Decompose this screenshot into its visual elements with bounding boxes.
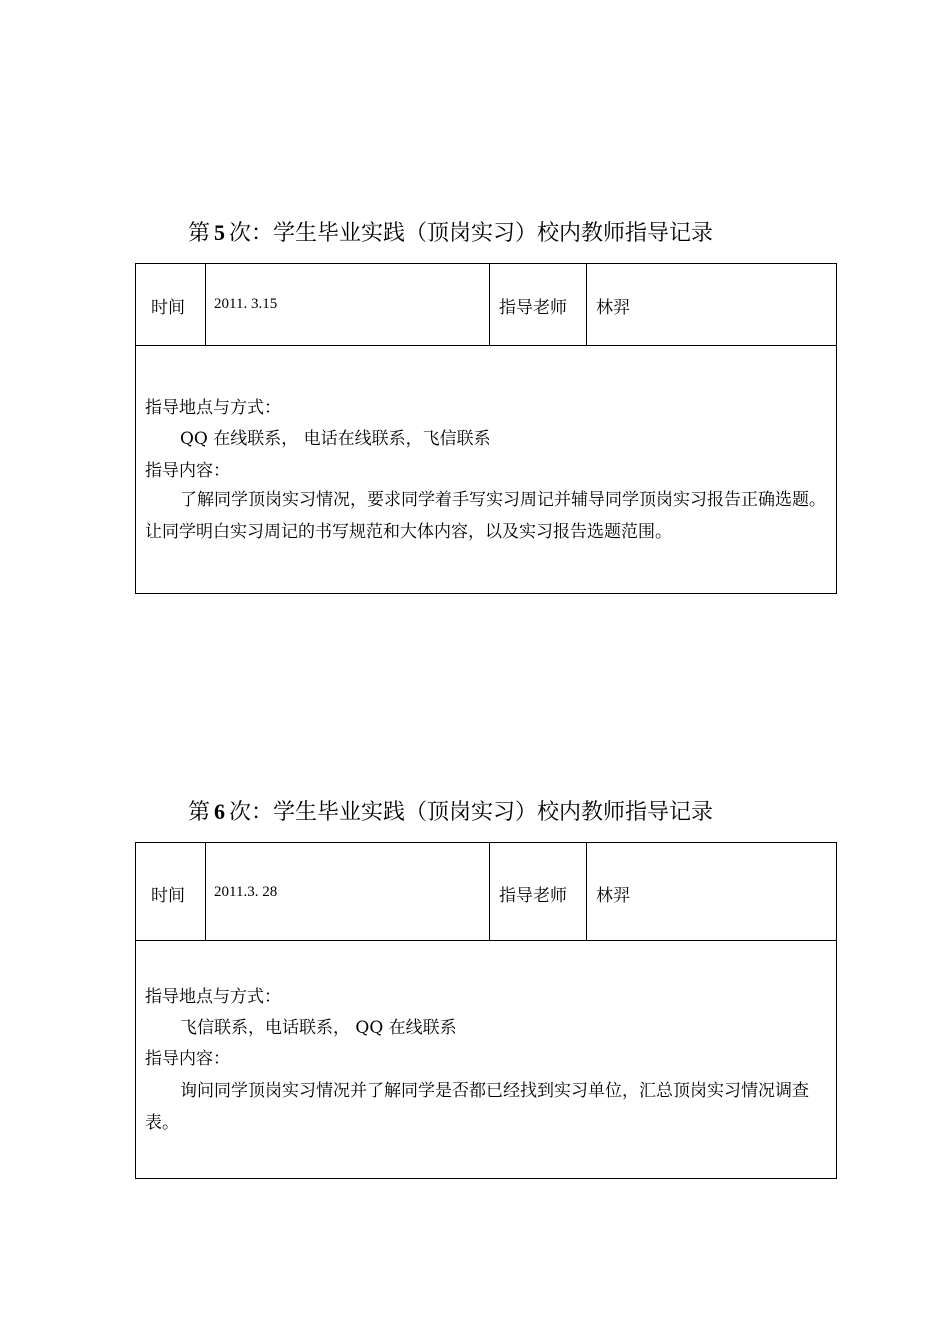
title-prefix: 第 xyxy=(188,800,211,825)
teacher-label-cell xyxy=(490,264,587,345)
teacher-value: 林羿 xyxy=(596,298,630,318)
teacher-value-cell xyxy=(587,843,836,940)
header-row xyxy=(136,843,836,941)
teacher-label-cell xyxy=(490,843,587,940)
title-number: 6 xyxy=(214,799,226,824)
content-label: 指导内容： xyxy=(145,461,230,481)
place-value: 飞信联系，电话联系， QQ 在线联系 xyxy=(180,1018,457,1038)
title-number: 5 xyxy=(214,220,226,245)
time-label: 时间 xyxy=(151,298,185,318)
content-label: 指导内容： xyxy=(145,1049,230,1069)
teacher-value-cell xyxy=(587,264,836,345)
teacher-label: 指导老师 xyxy=(499,298,567,318)
content-value: 询问同学顶岗实习情况并了解同学是否都已经找到实习单位，汇总顶岗实习情况调查表。 xyxy=(145,1081,809,1133)
title-suffix: 次：学生毕业实践（顶岗实习）校内教师指导记录 xyxy=(229,800,714,825)
record-table xyxy=(135,263,837,594)
teacher-label: 指导老师 xyxy=(499,886,567,906)
time-value-cell xyxy=(206,843,490,940)
title-suffix: 次：学生毕业实践（顶岗实习）校内教师指导记录 xyxy=(229,221,714,246)
time-value: 2011.3. 28 xyxy=(214,884,278,900)
record-title xyxy=(188,797,713,828)
time-value-cell xyxy=(206,264,490,345)
record-title xyxy=(188,218,713,249)
place-label: 指导地点与方式： xyxy=(145,398,281,418)
content-value: 了解同学顶岗实习情况，要求同学着手写实习周记并辅导同学顶岗实习报告正确选题。让同学明白实习周记的书写规范和大体内容，以及实习报告选题范围。 xyxy=(145,490,826,542)
time-label-cell xyxy=(136,843,206,940)
record-body xyxy=(136,346,836,593)
time-label: 时间 xyxy=(151,886,185,906)
place-value: QQ 在线联系， 电话在线联系，飞信联系 xyxy=(180,429,491,449)
time-label-cell xyxy=(136,264,206,345)
record-body xyxy=(136,941,836,1178)
record-table xyxy=(135,842,837,1179)
time-value: 2011. 3.15 xyxy=(214,296,278,312)
title-prefix: 第 xyxy=(188,221,211,246)
teacher-value: 林羿 xyxy=(596,886,630,906)
header-row xyxy=(136,264,836,346)
place-label: 指导地点与方式： xyxy=(145,987,281,1007)
